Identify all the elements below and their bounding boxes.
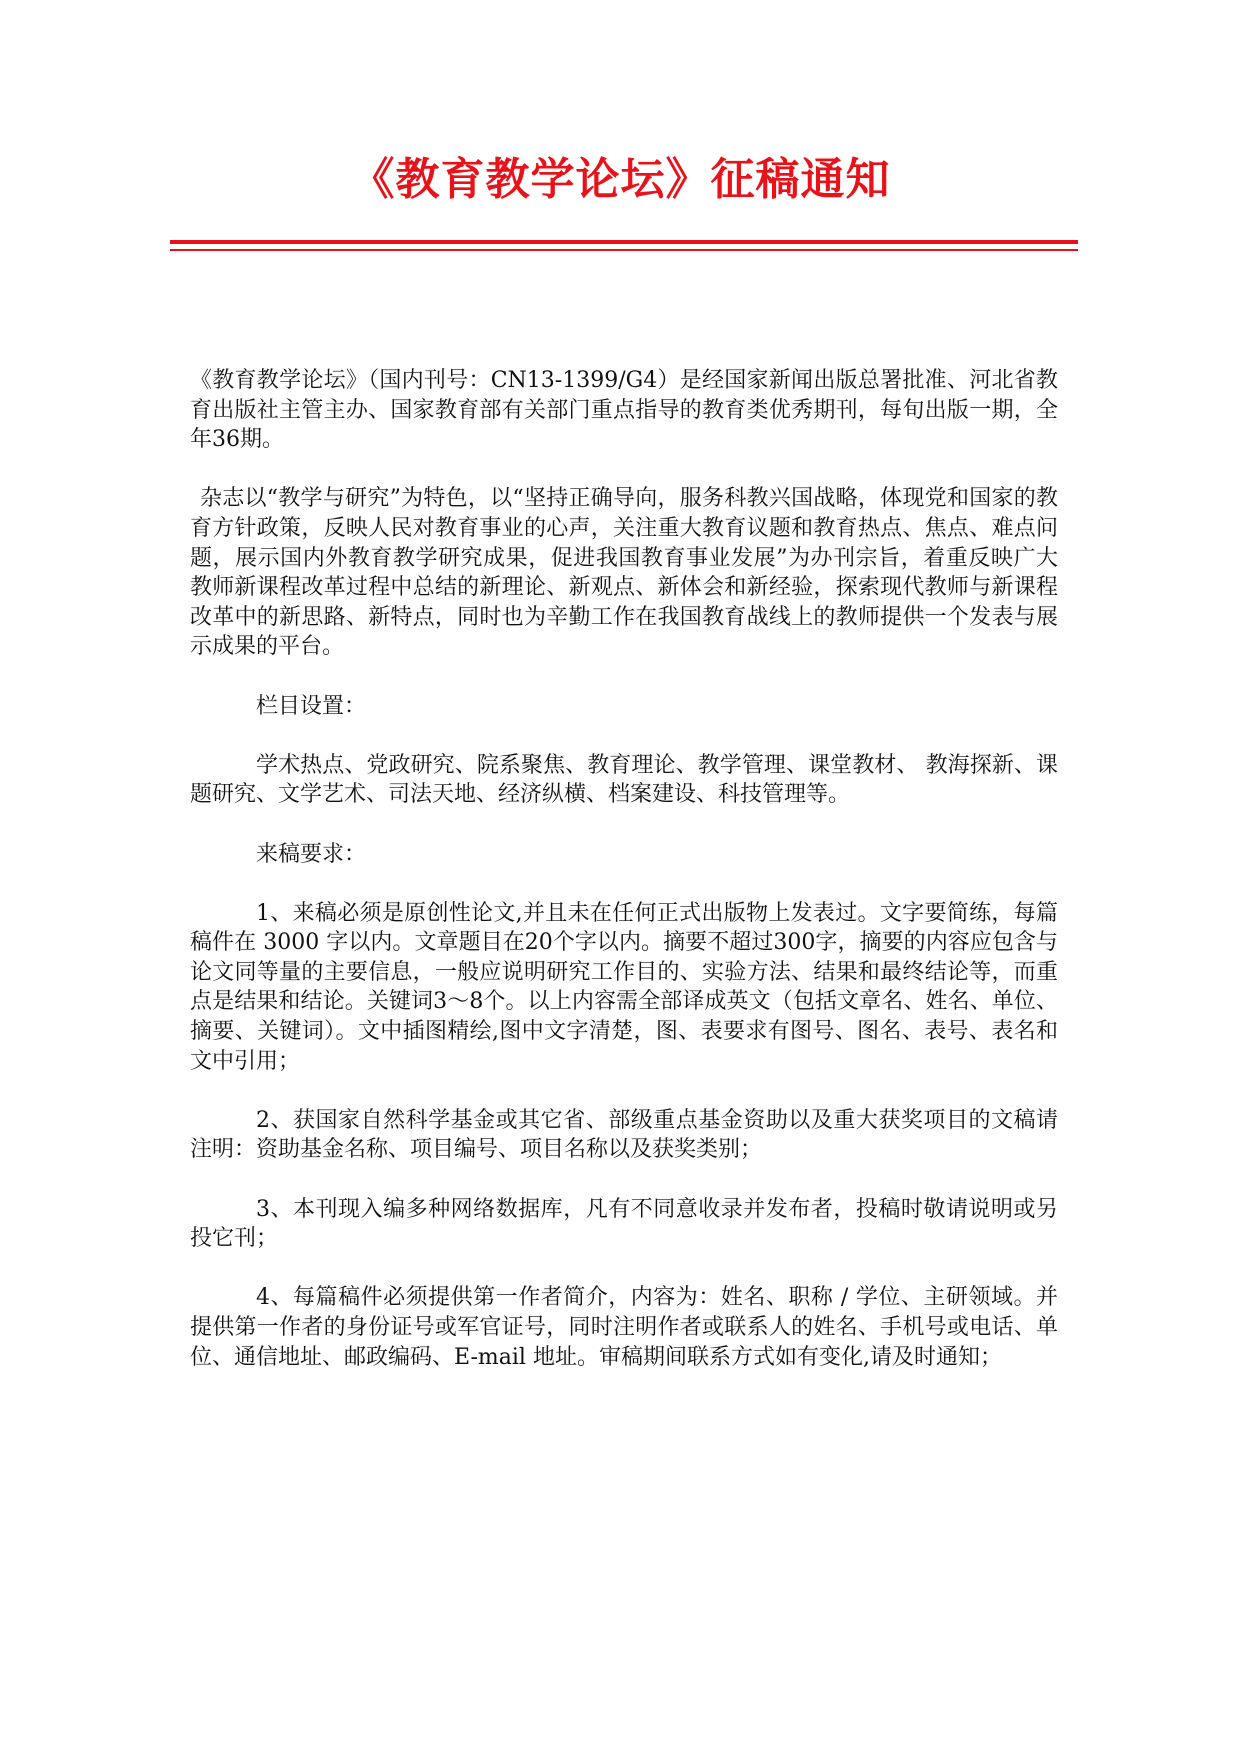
notice-body bbox=[190, 366, 1058, 1402]
requirements-heading: 来稿要求： bbox=[256, 841, 367, 867]
title-divider-thin bbox=[170, 249, 1078, 251]
requirement-3: 3、本刊现入编多种网络数据库，凡有不同意收录并发布者，投稿时敬请说明或另投它刊； bbox=[190, 1196, 1058, 1252]
mission-paragraph: 杂志以“教学与研究”为特色，以“坚持正确导向，服务科教兴国战略，体现党和国家的教育方针政策，反映人民对教育事业的心声，关注重大教育议题和教育热点、焦点、难点问题，展示国内外教育教学研究成果，促进我国教育事业发展”为办刊宗旨，着重反映广大教师新课程改革过程中总结的新理论、新观点、新体会和新经验，探索现代教师与新课程改革中的新思路、新特点，同时也为辛勤工作在我国教育战线上的教师提供一个发表与展示成果的平台。 bbox=[190, 486, 1058, 660]
intro-paragraph: 《教育教学论坛》（国内刊号：CN13-1399/G4）是经国家新闻出版总署批准、河北省教育出版社主管主办、国家教育部有关部门重点指导的教育类优秀期刊，每旬出版一期，全年36期。 bbox=[190, 368, 1058, 453]
page-title: 《教育教学论坛》征稿通知 bbox=[350, 154, 891, 205]
title-divider-thick bbox=[170, 240, 1078, 244]
columns-heading: 栏目设置： bbox=[256, 693, 367, 719]
requirement-1: 1、来稿必须是原创性论文,并且未在任何正式出版物上发表过。文字要简练，每篇稿件在 3000 字以内。文章题目在20个字以内。摘要不超过300字，摘要的内容应包含与论文同等量的主要信息，一般应说明研究工作目的、实验方法、结果和最终结论等，而重点是结果和结论。关键词3～8个。以上内容需全部译成英文（包括文章名、姓名、单位、摘要、关键词）。文中插图精绘,图中文字清楚，图、表要求有图号、图名、表号、表名和文中引用； bbox=[190, 900, 1058, 1074]
requirement-2: 2、获国家自然科学基金或其它省、部级重点基金资助以及重大获奖项目的文稿请注明：资助基金名称、项目编号、项目名称以及获奖类别； bbox=[190, 1107, 1058, 1163]
requirement-4: 4、每篇稿件必须提供第一作者简介，内容为：姓名、职称 / 学位、主研领域。并提供第一作者的身份证号或军官证号，同时注明作者或联系人的姓名、手机号或电话、单位、通信地址、邮政编码、E-mail 地址。审稿期间联系方式如有变化,请及时通知； bbox=[190, 1285, 1058, 1370]
columns-list: 学术热点、党政研究、院系聚焦、教育理论、教学管理、课堂教材、 教海探新、课题研究、文学艺术、司法天地、经济纵横、档案建设、科技管理等。 bbox=[190, 752, 1058, 808]
